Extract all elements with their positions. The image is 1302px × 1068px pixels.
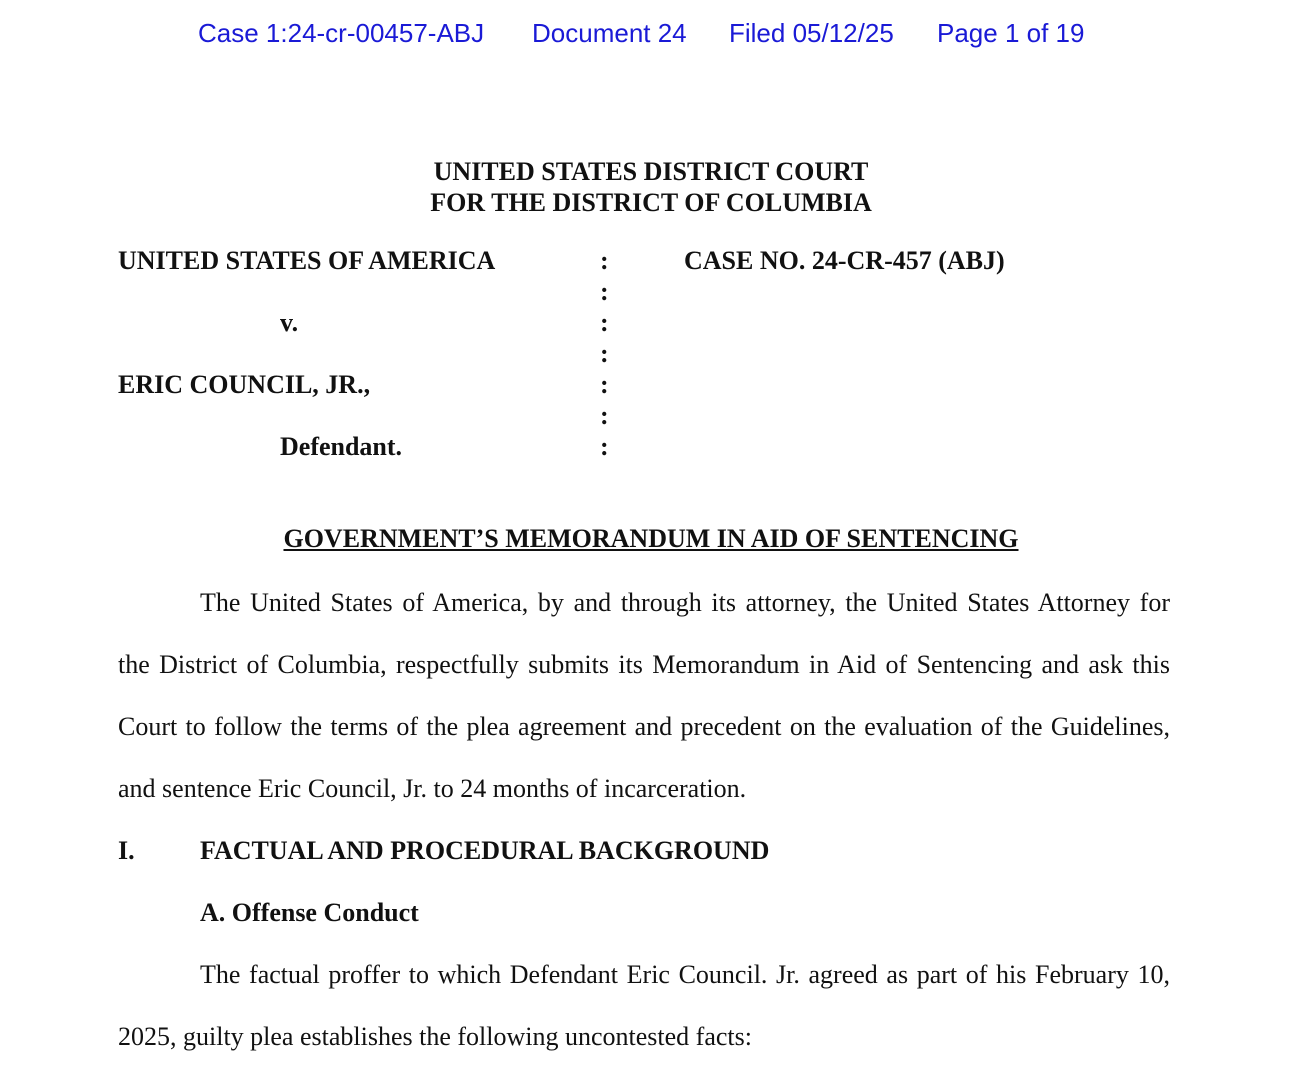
intro-paragraph (118, 572, 1170, 820)
document-title: GOVERNMENT’S MEMORANDUM IN AID OF SENTENCING (283, 524, 1019, 553)
stamp-case-number: Case 1:24-cr-00457-ABJ (198, 18, 485, 48)
paragraph-line: The United States of America, by and through its attorney, the United States Attorney for (200, 588, 1170, 617)
caption-colon: : (600, 339, 609, 368)
caption-case-number: CASE NO. 24-CR-457 (ABJ) (684, 246, 1005, 275)
caption-versus: v. (280, 308, 299, 337)
subsection-title: A. Offense Conduct (200, 898, 419, 927)
caption-plaintiff: UNITED STATES OF AMERICA (118, 246, 496, 275)
caption-colon: : (600, 432, 609, 461)
stamp-document-number: Document 24 (532, 18, 687, 48)
paragraph-line: and sentence Eric Council, Jr. to 24 months of incarceration. (118, 774, 747, 803)
court-name-line-2: FOR THE DISTRICT OF COLUMBIA (430, 188, 872, 217)
caption-colon: : (600, 277, 609, 306)
paragraph-line: the District of Columbia, respectfully submits its Memorandum in Aid of Sentencing and ask this (118, 650, 1170, 679)
filing-header-stamp (0, 18, 1302, 58)
section-number: I. (118, 836, 135, 865)
caption-defendant-name: ERIC COUNCIL, JR., (118, 370, 371, 399)
stamp-filed-date: Filed 05/12/25 (729, 18, 894, 48)
court-name (0, 156, 1302, 218)
court-name-line-1: UNITED STATES DISTRICT COURT (433, 157, 869, 186)
paragraph-line: The factual proffer to which Defendant Eric Council. Jr. agreed as part of his February 10, (200, 960, 1170, 989)
caption-colon: : (600, 246, 609, 275)
caption-colon: : (600, 401, 609, 430)
section-title: FACTUAL AND PROCEDURAL BACKGROUND (200, 836, 770, 865)
facts-paragraph (118, 944, 1170, 1068)
paragraph-line: Court to follow the terms of the plea agreement and precedent on the evaluation of the Guidelines, (118, 712, 1170, 741)
stamp-page-count: Page 1 of 19 (937, 18, 1085, 48)
caption-colon: : (600, 370, 609, 399)
paragraph-line: 2025, guilty plea establishes the following uncontested facts: (118, 1022, 752, 1051)
caption-defendant-label: Defendant. (280, 432, 403, 461)
caption-colon: : (600, 308, 609, 337)
